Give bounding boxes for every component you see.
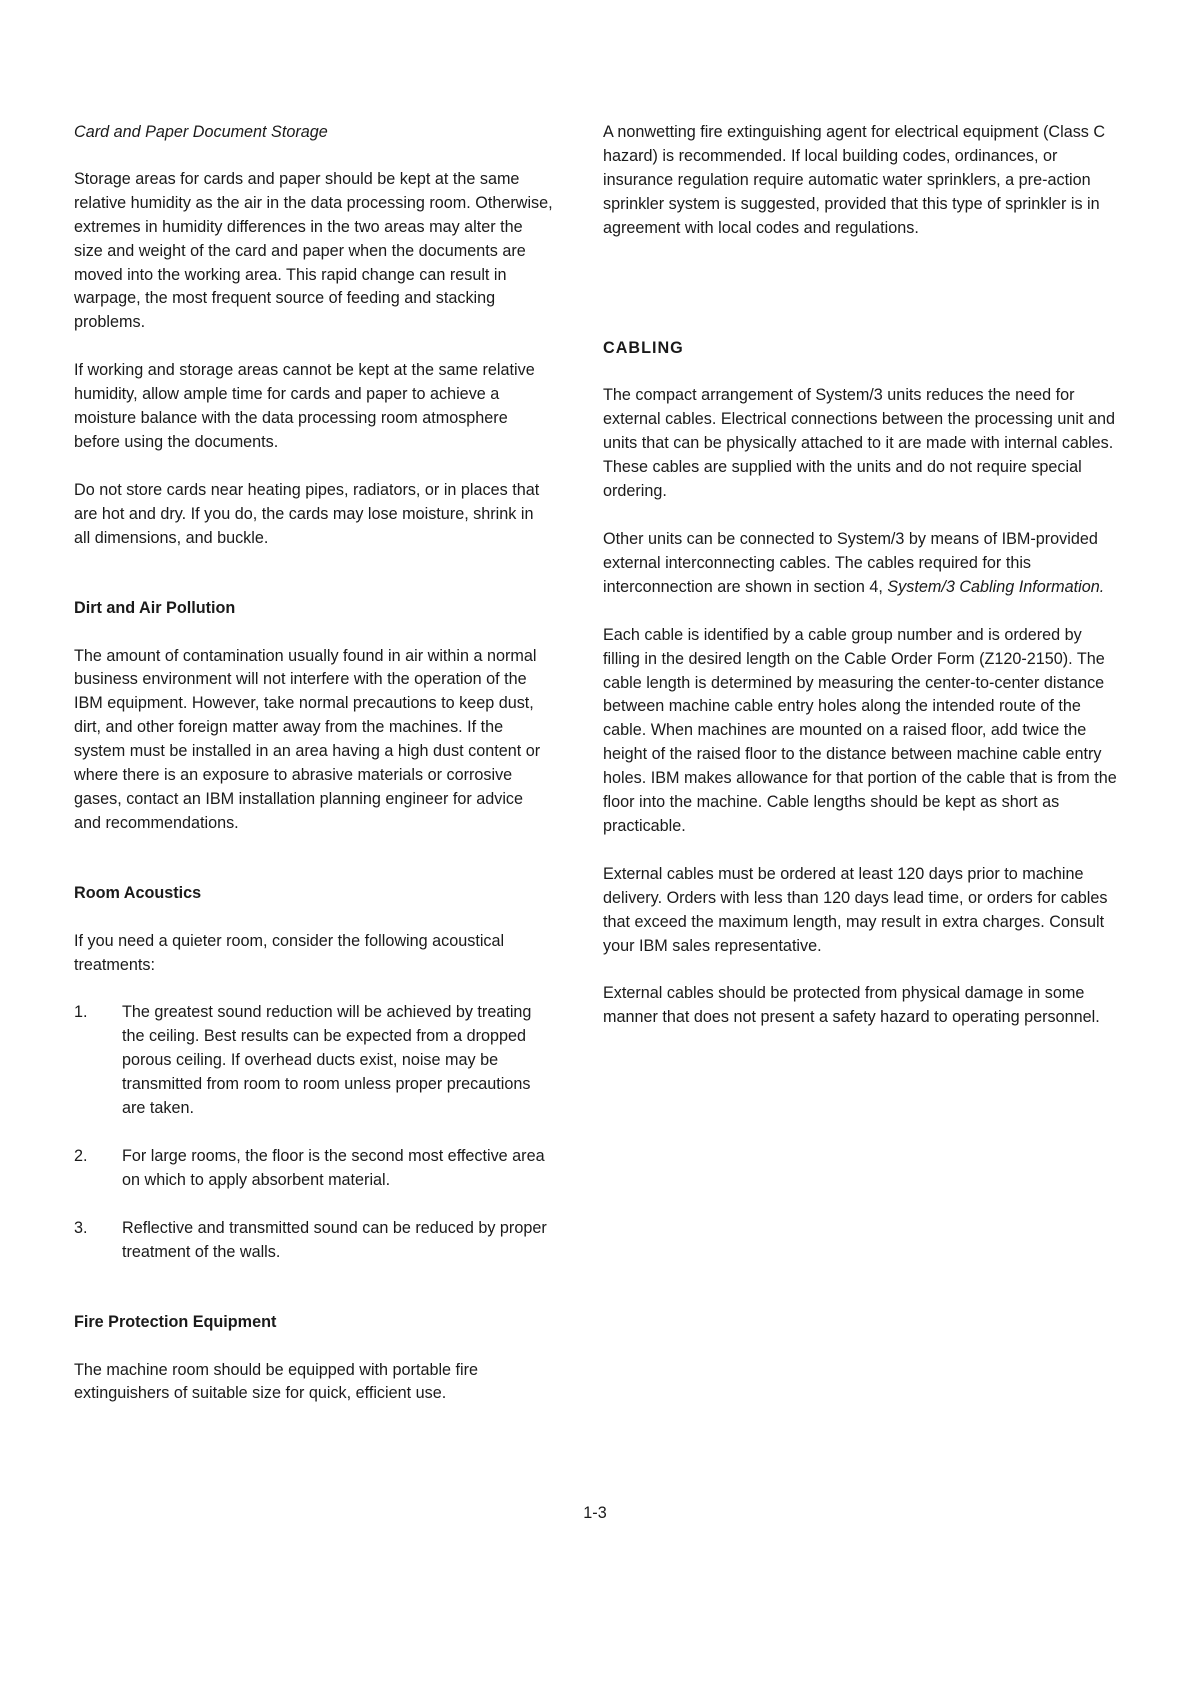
- cross-reference: System/3 Cabling Information.: [887, 577, 1105, 596]
- section-heading-card-storage: Card and Paper Document Storage: [74, 123, 328, 141]
- paragraph: Storage areas for cards and paper should be kept at the same relative humidity as the air in the data processing room. Otherwise, extremes in humidity differences in the two areas may alter the size and weight of the card and paper when the documents are moved into the working area. This rapid change can result in warpage, the most frequent source of feeding and stacking problems.: [74, 169, 553, 332]
- list-number: 2.: [74, 1147, 88, 1165]
- section-heading-acoustics: Room Acoustics: [74, 883, 202, 902]
- section-heading-cabling: CABLING: [603, 338, 684, 357]
- list-number: 3.: [74, 1218, 88, 1237]
- paragraph: The machine room should be equipped with portable fire extinguishers of suitable size for quick, efficient use.: [74, 1360, 479, 1403]
- paragraph: Each cable is identified by a cable group number and is ordered by filling in the desired length on the Cable Order Form (Z120-2150). The cable length is determined by measuring the center-to-center distance between machine cable entry holes along the intended route of the cable. When machines are mounted on a raised floor, add twice the height of the raised floor to the distance between machine cable entry holes. IBM makes allowance for that portion of the cable that is from the floor into the machine. Cable lengths should be kept as short as practicable.: [603, 625, 1117, 835]
- paragraph: External cables must be ordered at least 120 days prior to machine delivery. Orders with less than 120 days lead time, or orders for cables that exceed the maximum length, may result in extra charges. Consult your IBM sales representative.: [603, 864, 1108, 955]
- page-number: 1-3: [583, 1504, 607, 1522]
- right-column: [603, 121, 1118, 1054]
- paragraph: If working and storage areas cannot be kept at the same relative humidity, allow ample time for cards and paper to achieve a moisture balance with the data processing room atmosphere before using the documents.: [74, 361, 535, 451]
- section-heading-fire: Fire Protection Equipment: [74, 1312, 277, 1331]
- list-item: [74, 1145, 554, 1193]
- list-item-text: The greatest sound reduction will be achieved by treating the ceiling. Best results can be expected from a dropped porous ceiling. If overhead ducts exist, noise may be transmitted from room to room unless proper precautions are taken.: [122, 1003, 532, 1118]
- paragraph: External cables should be protected from physical damage in some manner that does not present a safety hazard to operating personnel.: [603, 984, 1100, 1027]
- section-heading-dirt: Dirt and Air Pollution: [74, 598, 236, 617]
- paragraph: [603, 528, 1118, 600]
- paragraph: If you need a quieter room, consider the following acoustical treatments:: [74, 931, 505, 974]
- acoustics-list: [74, 1001, 554, 1264]
- list-item-text: Reflective and transmitted sound can be reduced by proper treatment of the walls.: [122, 1218, 547, 1261]
- list-item-text: For large rooms, the floor is the second most effective area on which to apply absorbent material.: [122, 1147, 545, 1189]
- paragraph: The amount of contamination usually found in air within a normal business environment will not interfere with the operation of the IBM equipment. However, take normal precautions to keep dust, dirt, and other foreign matter away from the machines. If the system must be installed in an area having a high dust content or where there is an exposure to abrasive materials or corrosive gases, contact an IBM installation planning engineer for advice and recommendations.: [74, 646, 541, 832]
- paragraph: A nonwetting fire extinguishing agent for electrical equipment (Class C hazard) is recommended. If local building codes, ordinances, or insurance regulation require automatic water sprinklers, a pre-action sprinkler system is suggested, provided that this type of sprinkler is in agreement with local codes and regulations.: [603, 123, 1106, 237]
- list-item: [74, 1001, 554, 1121]
- paragraph: Do not store cards near heating pipes, radiators, or in places that are hot and dry. If you do, the cards may lose moisture, shrink in all dimensions, and buckle.: [74, 480, 540, 547]
- left-column: [74, 121, 554, 1430]
- paragraph-text: Other units can be connected to System/3 by means of IBM-provided external interconnecting cables. The cables required for this interconnection are shown in section 4,: [603, 529, 1098, 596]
- paragraph: The compact arrangement of System/3 units reduces the need for external cables. Electrical connections between the processing unit and units that can be physically attached to it are made with internal cables. These cables are supplied with the units and do not require special ordering.: [603, 386, 1116, 501]
- list-item: [74, 1217, 554, 1265]
- list-number: 1.: [74, 1003, 88, 1022]
